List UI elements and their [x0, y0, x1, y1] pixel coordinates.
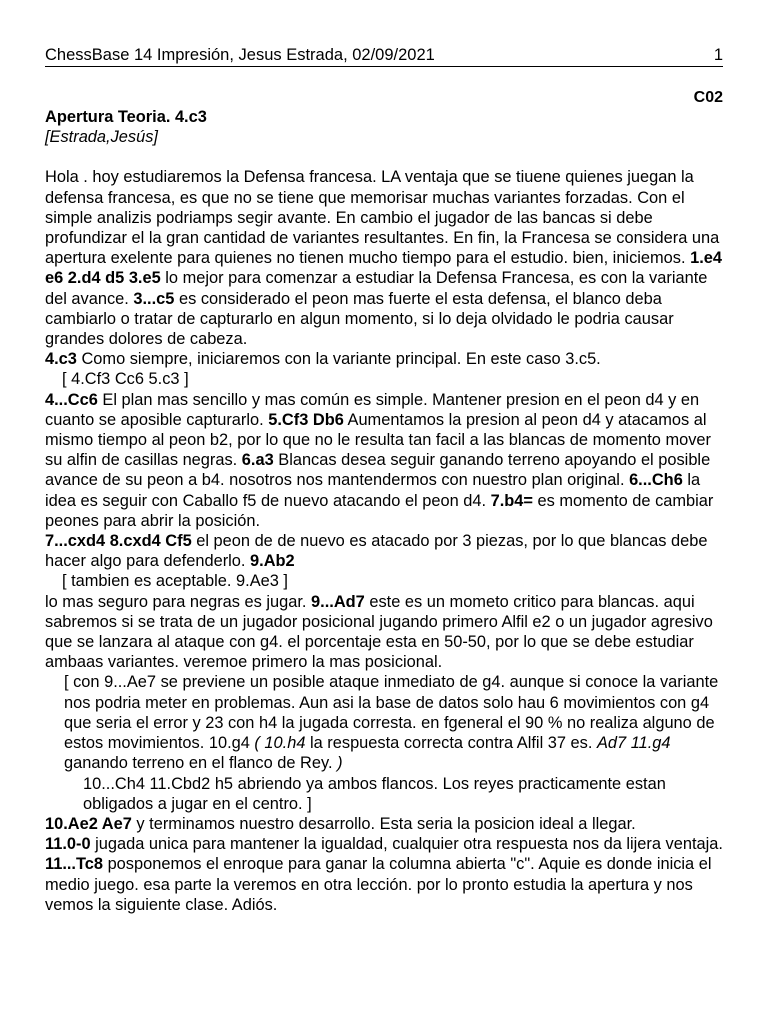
- move-text: 9.Ab2: [250, 552, 295, 571]
- sub-variation: ( 10.h4: [254, 734, 306, 753]
- variation-block: [45, 672, 728, 773]
- move-text: 7.b4=: [490, 491, 533, 510]
- text-run: El plan mas sencillo y mas común es simple. Mantener presion en el peon d4 y en cuanto se aposible capturarlo.: [45, 390, 700, 429]
- text-run: es considerado el peon mas fuerte el esta defensa, el blanco deba cambiarlo o tratar de capturarlo en algun momento, si lo deja olvidado le podria causar grandes dolores de cabeza.: [45, 289, 674, 349]
- move-text: 10.Ae2 Ae7: [45, 814, 132, 833]
- header-info: ChessBase 14 Impresión, Jesus Estrada, 02/09/2021: [45, 46, 435, 64]
- text-run: Hola . hoy estudiaremos la Defensa francesa. LA ventaja que se tiuene quienes juegan la defensa francesa, es que no se tiene que memorisar muchas variantes forzadas. Con el simple analizis podriamps segir avante. En cambio el jugador de las bancas si debe profundizar el la gran cantidad de variantes resultantes. En fin, la Francesa se considera una apertura exelente para quienes no tienen mucho tiempo para el estudio. bien, iniciemos.: [45, 168, 720, 268]
- move-paragraph: [45, 349, 728, 369]
- move-text: 11...Tc8: [45, 855, 104, 874]
- variation-line: [ 4.Cf3 Cc6 5.c3 ]: [62, 370, 189, 389]
- page-header: [45, 44, 723, 67]
- closing-paragraph: [45, 834, 728, 915]
- move-paragraph: [45, 592, 728, 673]
- text-run: Aumentamos la presion al peon d4 y atacamos al mismo tiempo al peon b2, por lo que no le resulta tan facil a las blancas de momento mover su alfin de casillas negras.: [45, 410, 711, 470]
- page-number: 1: [713, 46, 723, 64]
- text-run: el peon de de nuevo es atacado por 3 piezas, por lo que blancas debe hacer algo para defenderlo.: [45, 532, 708, 571]
- move-text: 4.c3: [45, 350, 77, 369]
- text-run: lo mejor para comenzar a estudiar la Defensa Francesa, es con la variante del avance.: [45, 269, 708, 308]
- sub-variation: ): [337, 754, 343, 773]
- move-text: 1.e4 e6 2.d4 d5 3.e5: [45, 249, 723, 288]
- move-text: 7...cxd4 8.cxd4 Cf5: [45, 532, 192, 551]
- move-text: 11.0-0: [45, 835, 91, 854]
- text-run: este es un mometo critico para blancas. aqui sabremos si se trata de un jugador posicional jugando primero Alfil e2 o un jugador agresivo que se lanzara al ataque con g4. el porcentaje esta en 50-50, por lo que se debe estudiar ambaas variantes. veremoe primero la mas posicional.: [45, 592, 713, 672]
- variation-continuation: 10...Ch4 11.Cbd2 h5 abriendo ya ambos flancos. Los reyes practicamente estan obligados a jugar en el centro. ]: [83, 774, 666, 813]
- move-text: 6...Ch6: [629, 471, 683, 490]
- variation-line: [ tambien es aceptable. 9.Ae3 ]: [62, 572, 288, 591]
- eco-code: C02: [693, 89, 723, 106]
- text-run: lo mas seguro para negras es jugar.: [45, 592, 312, 611]
- author-line: [Estrada,Jesús]: [45, 128, 158, 147]
- text-run: y terminamos nuestro desarrollo. Esta seria la posicion ideal a llegar.: [131, 814, 636, 833]
- game-annotation: [45, 107, 728, 915]
- text-run: la respuesta correcta contra Alfil 37 es.: [305, 734, 597, 753]
- move-paragraph: [45, 531, 728, 571]
- move-text: 6.a3: [241, 451, 274, 470]
- move-text: 4...Cc6: [45, 390, 98, 409]
- move-text: 3...c5: [133, 289, 175, 308]
- move-paragraph: [45, 814, 728, 834]
- move-paragraph: [45, 390, 728, 531]
- move-text: 5.Cf3 Db6: [268, 410, 344, 429]
- text-run: Como siempre, iniciaremos con la variante principal. En este caso 3.c5.: [76, 350, 601, 369]
- game-title: Apertura Teoria. 4.c3: [45, 108, 207, 126]
- text-run: posponemos el enroque para ganar la columna abierta "c". Aquie es donde inicia el medio juego. esa parte la veremos en otra lección. por lo pronto estudia la apertura y nos vemos la siguiente clase. Adiós.: [45, 855, 712, 914]
- sub-variation: Ad7 11.g4: [596, 734, 671, 753]
- text-run: ganando terreno en el flanco de Rey.: [64, 754, 338, 773]
- text-run: jugada unica para mantener la igualdad, cualquier otra respuesta nos da lijera ventaja.: [90, 835, 723, 854]
- text-run: es momento de cambiar peones para abrir la posición.: [45, 491, 714, 530]
- text-run: la idea es seguir con Caballo f5 de nuevo atacando el peon d4.: [45, 471, 701, 510]
- text-run: Blancas desea seguir ganando terreno apoyando el posible avance de su peon a b4. nosotros nos mantendermos con nuestro plan original.: [45, 451, 711, 490]
- text-run: [ con 9...Ae7 se previene un posible ataque inmediato de g4. aunque si conoce la variante nos podria meter en problemas. Aun asi la base de datos solo hau 6 movimientos con g4 que seria el error y 23 con h4 la jugada corresta. en fgeneral el 90 % no realiza alguno de estos movimientos. 10.g4: [64, 673, 719, 753]
- intro-paragraph: [45, 167, 728, 349]
- move-text: 9...Ad7: [311, 592, 365, 611]
